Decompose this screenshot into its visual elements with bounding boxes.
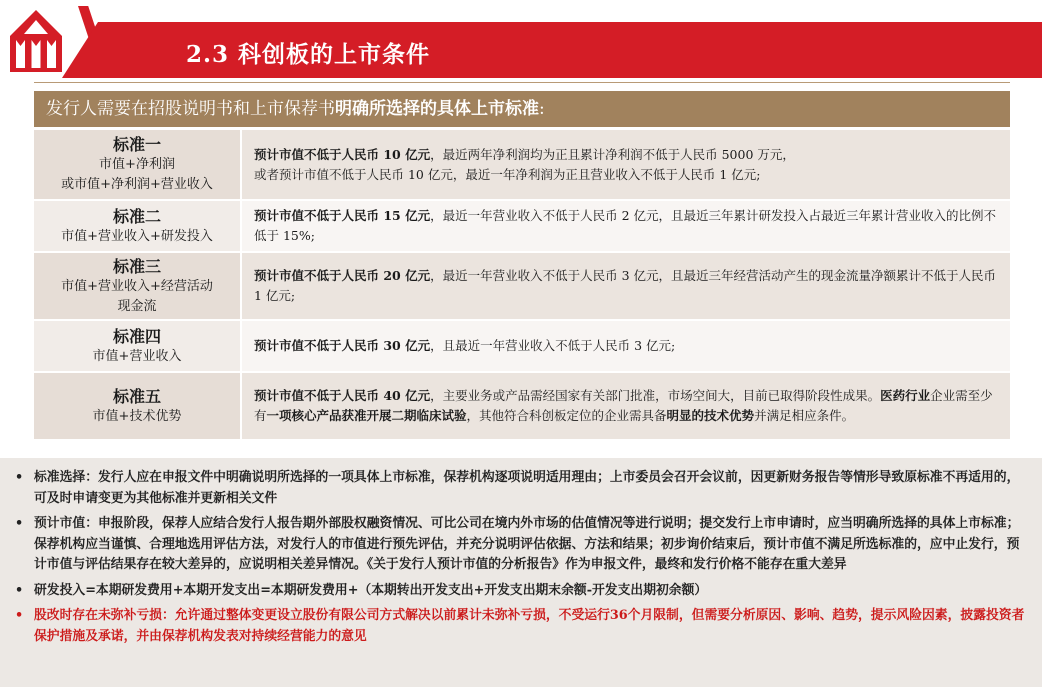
standard-description [241, 200, 1010, 252]
standard-name: 标准五 [112, 386, 161, 406]
standard-text: ，最近两年净利润均为正且累计净利润不低于人民币 5000 万元， [430, 146, 795, 162]
page-title: 2.3 科创板的上市条件 [186, 41, 431, 68]
standard-name: 标准三 [112, 256, 161, 276]
intro-bar [34, 91, 1010, 127]
list-item [10, 606, 1032, 647]
standard-name: 标准四 [112, 326, 161, 346]
header-divider [34, 82, 1010, 83]
standard-text: ，主要业务或产品需经国家有关部门批准，市场空间大，目前已取得阶段性成果。 [430, 388, 881, 403]
standard-bold: 明显的技术优势 [666, 408, 755, 423]
standard-label [34, 252, 241, 320]
standard-text: 并满足相应条件。 [754, 408, 855, 423]
note-text: 股改时存在未弥补亏损：允许通过整体变更设立股份有限公司方式解决以前累计未弥补亏损，不受运行36个月限制，但需要分析原因、影响、趋势，提示风险因素，披露投资者保护措施及承诺，并由保荐机构发表对持续经营能力的意见 [34, 608, 1025, 644]
note-text: 标准选择：发行人应在申报文件中明确说明所选择的一项具体上市标准，保荐机构逐项说明适用理由；上市委员会召开会议前，因更新财务报告等情形导致原标准不再适用的，可及时申请变更为其他标准并更新相关文件 [34, 470, 1020, 506]
standard-text: 或者预计市值不低于人民币 10 亿元，最近一年净利润为正且营业收入不低于人民币 1 亿元; [254, 166, 761, 182]
standard-bold: 预计市值不低于人民币 10 亿元 [254, 146, 431, 162]
list-item [10, 514, 1032, 576]
list-item [10, 468, 1032, 509]
standard-label [34, 320, 241, 372]
intro-bold: 明确所选择的具体上市标准 [335, 99, 539, 119]
standard-sub: 或市值+净利润+营业收入 [61, 177, 213, 192]
standard-sub: 现金流 [117, 298, 157, 314]
bullet-icon: • [15, 608, 24, 623]
intro-suffix: : [539, 99, 545, 119]
standard-sub: 市值+营业收入 [92, 348, 182, 364]
standard-text: ，最近一年营业收入不低于人民币 3 亿元，且最近三年经营活动产生的现金流量净额累计不低于人民币 1 亿元; [254, 268, 997, 303]
standard-text: ，最近一年营业收入不低于人民币 2 亿元，且最近三年累计研发投入占最近三年累计营业收入的比例不低于 15%; [254, 208, 997, 243]
standard-description [241, 130, 1010, 200]
standard-sub: 市值+净利润 [99, 157, 175, 172]
notes-list [0, 458, 1042, 647]
notes-panel [0, 458, 1042, 687]
note-text: 预计市值：申报阶段，保荐人应结合发行人报告期外部股权融资情况、可比公司在境内外市场的估值情况等进行说明；提交发行上市申请时，应当明确所选择的具体上市标准；保荐机构应当谨慎、合理地选用评估方法，对发行人的市值进行预先评估，并充分说明评估依据、方法和结果；初步询价结束后，预计市值不满足所选标准的，应中止发行，预计市值与评估结果存在较大差异的，应说明相关差异情况。《关于发行人预计市值的分析报告》作为申报文件，最终和发行价格不能存在重大差异 [34, 516, 1020, 572]
table-row [34, 252, 1010, 320]
standard-description [241, 320, 1010, 372]
standard-bold: 预计市值不低于人民币 20 亿元 [254, 268, 431, 283]
standard-sub: 市值+营业收入+研发投入 [61, 228, 213, 244]
list-item [10, 581, 1032, 602]
table-row [34, 200, 1010, 252]
standard-label [34, 200, 241, 252]
company-logo-icon [6, 8, 66, 74]
standard-label [34, 130, 241, 200]
table-row [34, 320, 1010, 372]
listing-standards-table [34, 130, 1010, 441]
standard-name: 标准二 [112, 206, 161, 226]
standard-name: 标准一 [112, 135, 161, 154]
note-text: 研发投入=本期研发费用+本期开发支出=本期研发费用+（本期转出开发支出+开发支出期末余额-开发支出期初余额） [34, 582, 708, 598]
standard-bold: 预计市值不低于人民币 15 亿元 [254, 208, 431, 223]
standard-bold: 一项核心产品获准开展二期临床试验 [266, 408, 467, 423]
standard-text: 企业需至少有 [254, 388, 993, 423]
table-row [34, 372, 1010, 440]
bullet-icon: • [15, 516, 24, 531]
standard-description [241, 372, 1010, 440]
bullet-icon: • [15, 470, 24, 485]
standard-label [34, 372, 241, 440]
standard-text: ，其他符合科创板定位的企业需具备 [466, 408, 667, 423]
standard-sub: 市值+技术优势 [92, 408, 182, 424]
table-row [34, 130, 1010, 200]
standard-description [241, 252, 1010, 320]
standard-bold: 预计市值不低于人民币 40 亿元 [254, 388, 431, 403]
standard-bold: 预计市值不低于人民币 30 亿元 [254, 338, 431, 353]
standard-bold: 医药行业 [880, 388, 931, 403]
bullet-icon: • [15, 582, 24, 598]
standard-sub: 市值+营业收入+经营活动 [61, 278, 213, 294]
standard-text: ，且最近一年营业收入不低于人民币 3 亿元; [430, 338, 676, 353]
intro-prefix: 发行人需要在招股说明书和上市保荐书 [46, 99, 335, 119]
